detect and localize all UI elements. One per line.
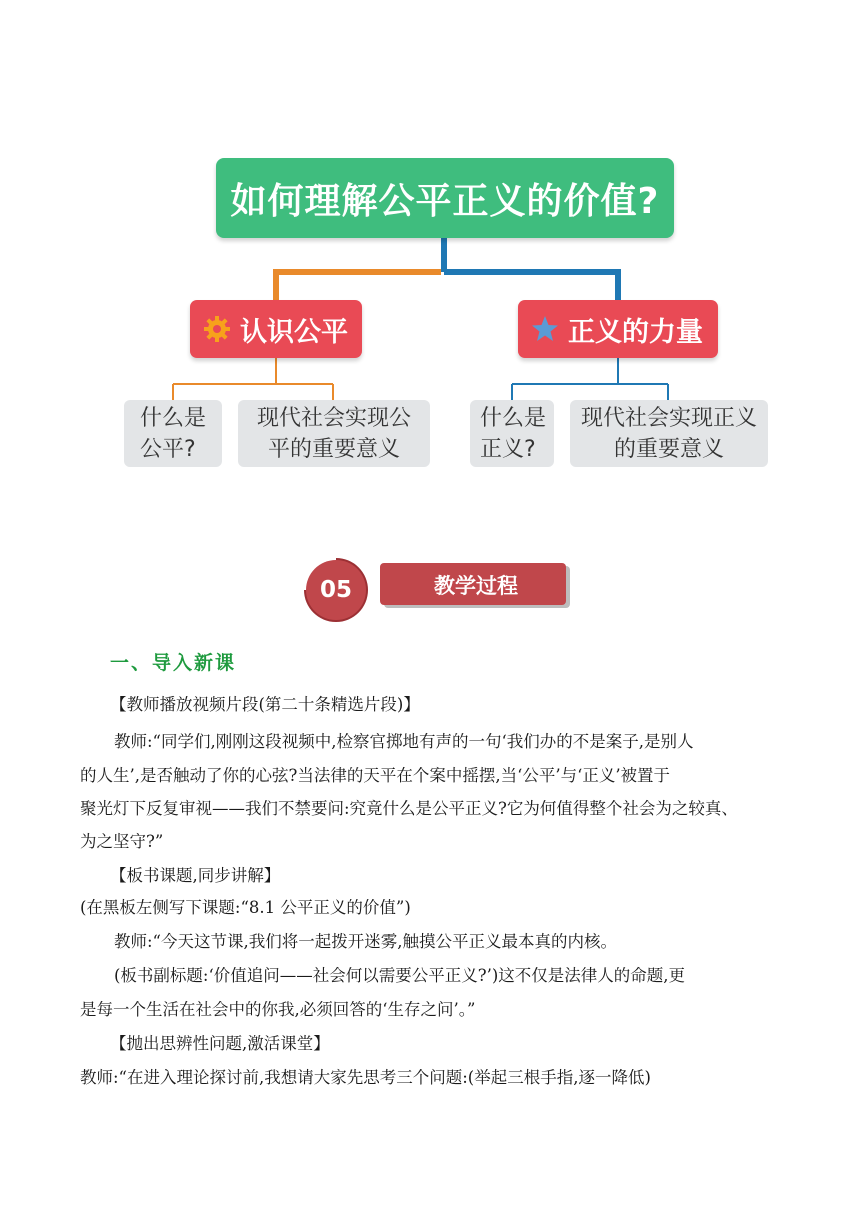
text-line: 为之坚守?” (80, 832, 164, 851)
text-line: 【板书课题,同步讲解】 (110, 866, 281, 885)
leaf-text: 什么是 公平? (140, 405, 207, 462)
branch-fairness-label: 认识公平 (240, 316, 348, 348)
mindmap-title-text: 如何理解公平正义的价值? (230, 180, 660, 222)
leaf-what-is-fairness (124, 400, 222, 467)
leaf-text: 现代社会实现正义 的重要意义 (580, 405, 757, 462)
text-line: 教师:“今天这节课,我们将一起拨开迷雾,触摸公平正义最本真的内核。 (114, 932, 617, 951)
gear-icon (202, 314, 232, 344)
text-line: 的人生’,是否触动了你的心弦?当法律的天平在个案中摇摆,当‘公平’与‘正义’被置于 (80, 766, 671, 785)
section-label: 教学过程 (434, 574, 518, 598)
text-line: 【教师播放视频片段(第二十条精选片段)】 (110, 695, 420, 714)
leaf-fairness-significance (238, 400, 430, 467)
text-line: 聚光灯下反复审视——我们不禁要问:究竟什么是公平正义?它为何值得整个社会为之较真、 (80, 799, 738, 818)
branch-justice (518, 300, 718, 358)
text-line: 教师:“同学们,刚刚这段视频中,检察官掷地有声的一句‘我们办的不是案子,是别人 (114, 732, 694, 751)
text-line: 教师:“在进入理论探讨前,我想请大家先思考三个问题:(举起三根手指,逐一降低) (80, 1068, 651, 1087)
section-heading: 一、导入新课 (110, 652, 237, 674)
branch-fairness (190, 300, 362, 358)
text-line: 是每一个生活在社会中的你我,必须回答的‘生存之问’。” (80, 1000, 476, 1019)
section-number: 05 (319, 577, 352, 603)
mind-map (0, 0, 860, 480)
leaf-text: 现代社会实现公 平的重要意义 (256, 405, 411, 462)
mindmap-title (216, 158, 674, 238)
branch-justice-label: 正义的力量 (568, 316, 703, 348)
leaf-text: 什么是 正义? (480, 405, 547, 462)
text-line: (在黑板左侧写下课题:“8.1 公平正义的价值”) (80, 898, 411, 917)
text-line: 【抛出思辨性问题,激活课堂】 (110, 1034, 330, 1053)
star-icon (530, 314, 560, 344)
text-line: (板书副标题:‘价值追问——社会何以需要公平正义?’)这不仅是法律人的命题,更 (114, 966, 686, 985)
leaf-what-is-justice (470, 400, 554, 467)
leaf-justice-significance (570, 400, 768, 467)
